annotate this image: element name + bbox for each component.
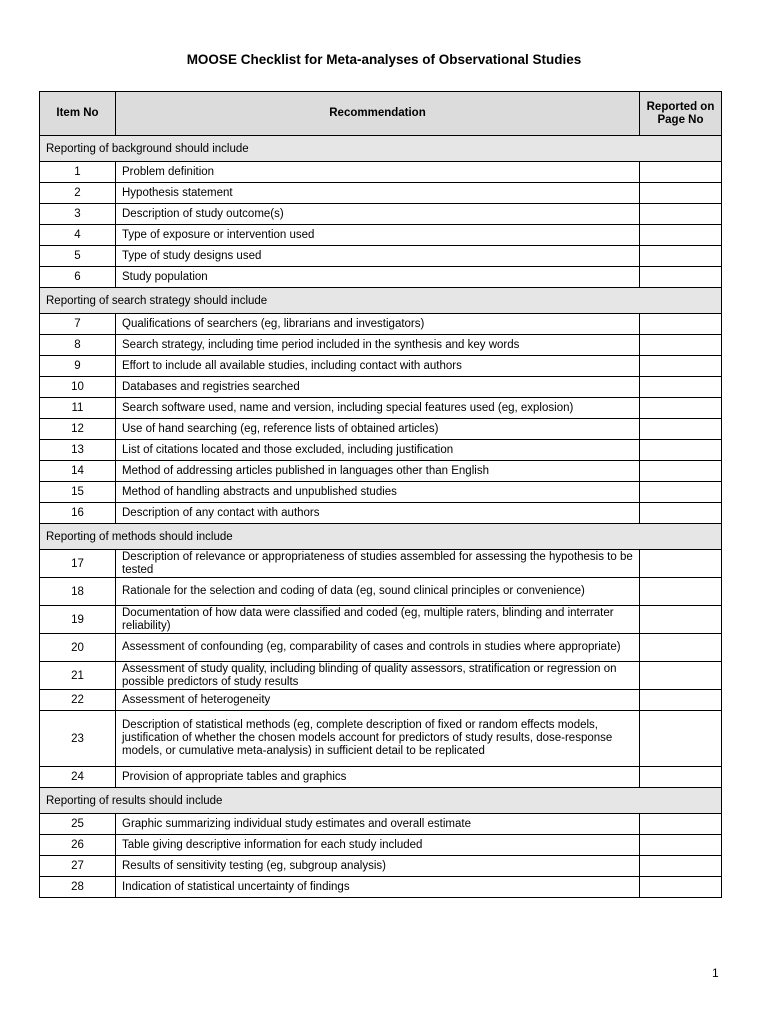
reported-page-cell[interactable] [640, 461, 722, 482]
table-row [40, 482, 722, 503]
item-recommendation: Rationale for the selection and coding of data (eg, sound clinical principles or convenience) [116, 578, 640, 606]
table-row [40, 440, 722, 461]
item-recommendation: Assessment of heterogeneity [116, 690, 640, 711]
item-number: 15 [40, 482, 116, 503]
section-row [40, 524, 722, 550]
item-number: 12 [40, 419, 116, 440]
table-row [40, 183, 722, 204]
item-number: 8 [40, 335, 116, 356]
reported-page-cell[interactable] [640, 711, 722, 767]
reported-page-cell[interactable] [640, 814, 722, 835]
header-item-no: Item No [40, 92, 116, 136]
item-number: 19 [40, 606, 116, 634]
item-recommendation: Type of study designs used [116, 246, 640, 267]
item-number: 3 [40, 204, 116, 225]
table-row [40, 461, 722, 482]
item-recommendation: List of citations located and those excluded, including justification [116, 440, 640, 461]
item-number: 26 [40, 835, 116, 856]
reported-page-cell[interactable] [640, 204, 722, 225]
item-recommendation: Indication of statistical uncertainty of findings [116, 877, 640, 898]
table-row [40, 162, 722, 183]
reported-page-cell[interactable] [640, 267, 722, 288]
item-recommendation: Databases and registries searched [116, 377, 640, 398]
item-recommendation: Search software used, name and version, including special features used (eg, explosion) [116, 398, 640, 419]
item-recommendation: Method of handling abstracts and unpublished studies [116, 482, 640, 503]
item-recommendation: Effort to include all available studies, including contact with authors [116, 356, 640, 377]
item-recommendation: Description of any contact with authors [116, 503, 640, 524]
section-label: Reporting of background should include [40, 136, 722, 162]
reported-page-cell[interactable] [640, 606, 722, 634]
table-row [40, 578, 722, 606]
checklist-body [40, 136, 722, 898]
item-recommendation: Documentation of how data were classified and coded (eg, multiple raters, blinding and interrater reliability) [116, 606, 640, 634]
table-row [40, 267, 722, 288]
table-row [40, 690, 722, 711]
reported-page-cell[interactable] [640, 377, 722, 398]
page-number: 1 [712, 966, 719, 980]
item-recommendation: Assessment of confounding (eg, comparability of cases and controls in studies where appropriate) [116, 634, 640, 662]
reported-page-cell[interactable] [640, 550, 722, 578]
item-recommendation: Description of study outcome(s) [116, 204, 640, 225]
reported-page-cell[interactable] [640, 877, 722, 898]
reported-page-cell[interactable] [640, 419, 722, 440]
item-number: 21 [40, 662, 116, 690]
table-row [40, 634, 722, 662]
table-row [40, 767, 722, 788]
checklist-table [39, 91, 722, 898]
item-number: 20 [40, 634, 116, 662]
item-number: 5 [40, 246, 116, 267]
reported-page-cell[interactable] [640, 398, 722, 419]
table-row [40, 356, 722, 377]
item-number: 13 [40, 440, 116, 461]
item-recommendation: Results of sensitivity testing (eg, subgroup analysis) [116, 856, 640, 877]
reported-page-cell[interactable] [640, 634, 722, 662]
reported-page-cell[interactable] [640, 690, 722, 711]
item-number: 11 [40, 398, 116, 419]
reported-page-cell[interactable] [640, 835, 722, 856]
item-recommendation: Graphic summarizing individual study estimates and overall estimate [116, 814, 640, 835]
table-row [40, 225, 722, 246]
reported-page-cell[interactable] [640, 662, 722, 690]
item-number: 24 [40, 767, 116, 788]
item-number: 10 [40, 377, 116, 398]
reported-page-cell[interactable] [640, 335, 722, 356]
reported-page-cell[interactable] [640, 246, 722, 267]
table-row [40, 314, 722, 335]
item-recommendation: Type of exposure or intervention used [116, 225, 640, 246]
reported-page-cell[interactable] [640, 225, 722, 246]
section-row [40, 288, 722, 314]
item-number: 23 [40, 711, 116, 767]
item-number: 17 [40, 550, 116, 578]
item-number: 16 [40, 503, 116, 524]
table-header-row [40, 92, 722, 136]
section-label: Reporting of results should include [40, 788, 722, 814]
reported-page-cell[interactable] [640, 183, 722, 204]
table-row [40, 606, 722, 634]
item-number: 2 [40, 183, 116, 204]
table-row [40, 856, 722, 877]
item-number: 25 [40, 814, 116, 835]
item-recommendation: Problem definition [116, 162, 640, 183]
section-row [40, 136, 722, 162]
item-recommendation: Study population [116, 267, 640, 288]
table-row [40, 503, 722, 524]
item-recommendation: Hypothesis statement [116, 183, 640, 204]
table-row [40, 814, 722, 835]
header-reported-on-page: Reported on Page No [640, 92, 722, 136]
item-recommendation: Table giving descriptive information for each study included [116, 835, 640, 856]
table-row [40, 835, 722, 856]
item-number: 4 [40, 225, 116, 246]
item-number: 28 [40, 877, 116, 898]
item-number: 1 [40, 162, 116, 183]
reported-page-cell[interactable] [640, 503, 722, 524]
table-row [40, 204, 722, 225]
item-number: 18 [40, 578, 116, 606]
item-recommendation: Method of addressing articles published in languages other than English [116, 461, 640, 482]
item-recommendation: Search strategy, including time period included in the synthesis and key words [116, 335, 640, 356]
table-row [40, 335, 722, 356]
header-recommendation: Recommendation [116, 92, 640, 136]
item-recommendation: Use of hand searching (eg, reference lists of obtained articles) [116, 419, 640, 440]
item-number: 9 [40, 356, 116, 377]
table-row [40, 877, 722, 898]
table-row [40, 711, 722, 767]
reported-page-cell[interactable] [640, 767, 722, 788]
reported-page-cell[interactable] [640, 162, 722, 183]
item-recommendation: Description of relevance or appropriateness of studies assembled for assessing the hypothesis to be tested [116, 550, 640, 578]
section-row [40, 788, 722, 814]
item-number: 14 [40, 461, 116, 482]
reported-page-cell[interactable] [640, 578, 722, 606]
item-recommendation: Qualifications of searchers (eg, librarians and investigators) [116, 314, 640, 335]
item-number: 6 [40, 267, 116, 288]
section-label: Reporting of methods should include [40, 524, 722, 550]
table-row [40, 398, 722, 419]
item-number: 22 [40, 690, 116, 711]
item-number: 27 [40, 856, 116, 877]
reported-page-cell[interactable] [640, 856, 722, 877]
item-number: 7 [40, 314, 116, 335]
item-recommendation: Description of statistical methods (eg, complete description of fixed or random effects models, justification of whether the chosen models account for predictors of study results, dose-response models, or cumulative meta-analysis) in sufficient detail to be replicated [116, 711, 640, 767]
table-row [40, 246, 722, 267]
page-title: MOOSE Checklist for Meta-analyses of Observational Studies [186, 52, 582, 67]
reported-page-cell[interactable] [640, 440, 722, 461]
table-row [40, 662, 722, 690]
reported-page-cell[interactable] [640, 314, 722, 335]
item-recommendation: Provision of appropriate tables and graphics [116, 767, 640, 788]
reported-page-cell[interactable] [640, 482, 722, 503]
item-recommendation: Assessment of study quality, including blinding of quality assessors, stratification or regression on possible predictors of study results [116, 662, 640, 690]
table-row [40, 419, 722, 440]
table-row [40, 550, 722, 578]
reported-page-cell[interactable] [640, 356, 722, 377]
section-label: Reporting of search strategy should include [40, 288, 722, 314]
table-row [40, 377, 722, 398]
